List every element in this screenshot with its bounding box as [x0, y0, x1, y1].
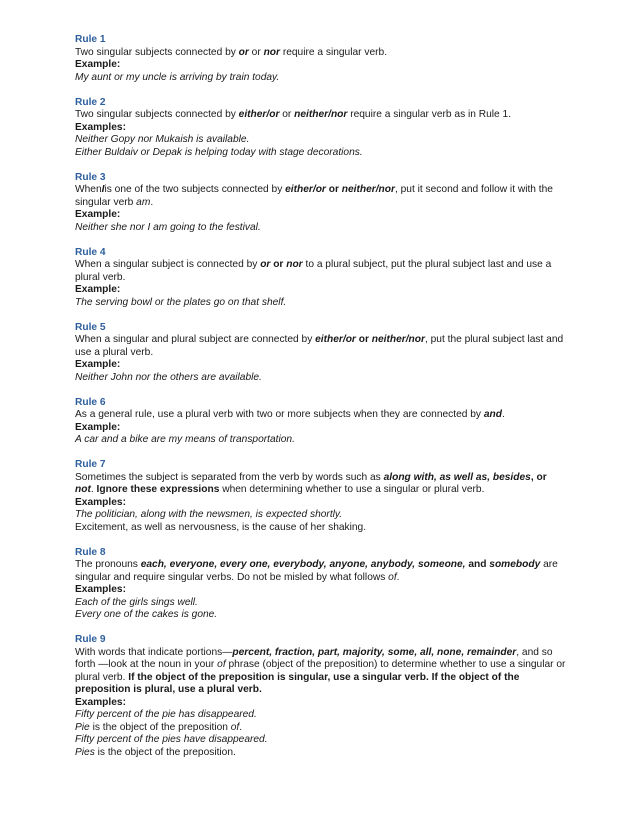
example-label: Example:: [75, 284, 121, 295]
rule-9: [75, 634, 568, 759]
rule-text: WhenIis one of the two subjects connected by either/or or neither/nor, put it second and follow it with the singular verb am.: [75, 184, 553, 208]
rule-title: Rule 8: [75, 546, 106, 558]
rule-8: [75, 547, 568, 622]
rule-text: When a singular and plural subject are connected by either/or or neither/nor, put the plural subject last and use a plural verb.: [75, 334, 564, 358]
rule-title: Rule 5: [75, 321, 106, 333]
example-sentence: Each of the girls sings well.: [75, 596, 198, 608]
example-label: Examples:: [75, 496, 126, 508]
rule-5: [75, 322, 568, 385]
example-sentence: Every one of the cakes is gone.: [75, 609, 218, 620]
example-note: Pies is the object of the preposition.: [75, 746, 236, 758]
rule-text: As a general rule, use a plural verb with two or more subjects when they are connected by and.: [75, 409, 505, 420]
rule-text: Sometimes the subject is separated from the verb by words such as along with, as well as, besides, or not. Ignore these expressions when determining whether to use a singular or plural verb.: [75, 471, 547, 495]
example-label: Example:: [75, 421, 121, 433]
example-note: Pie is the object of the preposition of.: [75, 721, 243, 733]
example-label: Example:: [75, 359, 121, 370]
example-sentence: Neither Gopy nor Mukaish is available.: [75, 134, 250, 145]
example-label: Examples:: [75, 696, 126, 708]
rule-text: When a singular subject is connected by or or nor to a plural subject, put the plural subject last and use a plural verb.: [75, 259, 552, 283]
rule-title: Rule 9: [75, 634, 106, 645]
rule-text: The pronouns each, everyone, every one, everybody, anyone, anybody, someone, and somebody are singular and require singular verbs. Do not be misled by what follows of.: [75, 559, 558, 583]
example-sentence: The serving bowl or the plates go on that shelf.: [75, 296, 287, 308]
rule-title: Rule 7: [75, 459, 106, 470]
example-sentence: Neither John nor the others are available.: [75, 371, 262, 383]
rule-2: [75, 97, 568, 160]
rule-text: Two singular subjects connected by either/or or neither/nor require a singular verb as in Rule 1.: [75, 109, 512, 120]
example-sentence: Neither she nor I am going to the festival.: [75, 221, 261, 233]
rule-4: [75, 247, 568, 310]
example-label: Examples:: [75, 121, 126, 133]
rule-3: [75, 172, 568, 235]
example-sentence: Either Buldaiv or Depak is helping today with stage decorations.: [75, 146, 363, 158]
example-label: Example:: [75, 209, 121, 220]
example-sentence: Fifty percent of the pies have disappeared.: [75, 734, 268, 745]
example-sentence: Fifty percent of the pie has disappeared.: [75, 709, 257, 720]
rule-title: Rule 4: [75, 246, 106, 258]
rule-7: [75, 459, 568, 534]
example-label: Example:: [75, 59, 121, 70]
rule-title: Rule 3: [75, 171, 106, 183]
rule-text: With words that indicate portions—percent, fraction, part, majority, some, all, none, remainder, and so forth —look at the noun in your of phrase (object of the preposition) to determine whether to use a singular or plural verb. If the object of the preposition is singular, use a singular verb. If the object of the preposition is plural, use a plural verb.: [75, 646, 566, 695]
rule-title: Rule 2: [75, 96, 106, 108]
rule-title: Rule 6: [75, 396, 106, 408]
example-sentence: My aunt or my uncle is arriving by train today.: [75, 71, 280, 83]
example-label: Examples:: [75, 584, 126, 595]
rule-1: [75, 34, 568, 84]
example-sentence: Excitement, as well as nervousness, is the cause of her shaking.: [75, 521, 367, 533]
example-sentence: A car and a bike are my means of transportation.: [75, 434, 295, 445]
rule-title: Rule 1: [75, 34, 106, 45]
rule-text: Two singular subjects connected by or or nor require a singular verb.: [75, 46, 388, 58]
rule-6: [75, 397, 568, 447]
example-sentence: The politician, along with the newsmen, is expected shortly.: [75, 509, 343, 520]
